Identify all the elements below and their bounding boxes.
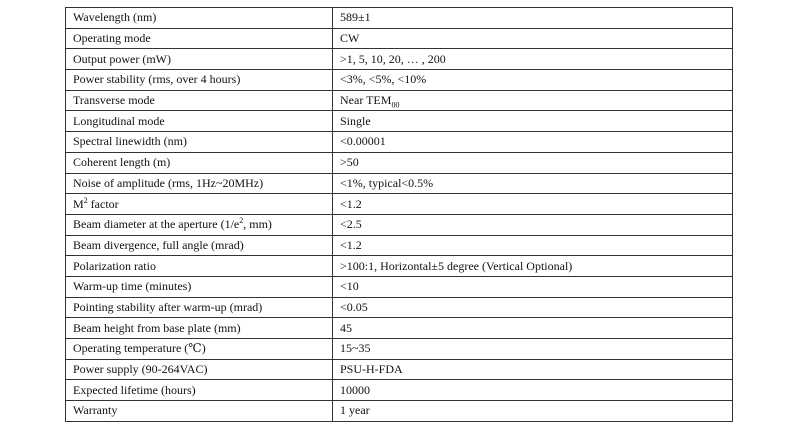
parameter-cell: Output power (mW) (66, 49, 333, 70)
value-cell: 10000 (333, 380, 733, 401)
parameter-cell: Polarization ratio (66, 256, 333, 277)
value-cell: 45 (333, 318, 733, 339)
parameter-cell: Beam height from base plate (mm) (66, 318, 333, 339)
parameter-cell: Spectral linewidth (nm) (66, 132, 333, 153)
table-row (66, 339, 733, 360)
param-rest-text: , mm) (243, 217, 272, 232)
specifications-table (65, 7, 733, 422)
parameter-cell: Transverse mode (66, 90, 333, 111)
value-cell: 1 year (333, 401, 733, 422)
table-row (66, 28, 733, 49)
value-cell: Single (333, 111, 733, 132)
table-row (66, 8, 733, 29)
parameter-cell: Beam divergence, full angle (mrad) (66, 235, 333, 256)
value-cell: <2.5 (333, 214, 733, 235)
table-row (66, 318, 733, 339)
parameter-cell: Operating mode (66, 28, 333, 49)
value-cell: <0.00001 (333, 132, 733, 153)
value-subscript: 00 (391, 100, 400, 110)
parameter-cell: Wavelength (nm) (66, 8, 333, 29)
param-rest-text: factor (87, 196, 119, 211)
table-row (66, 194, 733, 215)
parameter-cell (66, 214, 333, 235)
parameter-cell: Operating temperature (℃) (66, 339, 333, 360)
table-row (66, 132, 733, 153)
table-row (66, 297, 733, 318)
value-cell: >100:1, Horizontal±5 degree (Vertical Optional) (333, 256, 733, 277)
parameter-cell: Warm-up time (minutes) (66, 276, 333, 297)
parameter-cell: Noise of amplitude (rms, 1Hz~20MHz) (66, 173, 333, 194)
table-row (66, 152, 733, 173)
table-row (66, 276, 733, 297)
value-cell: 589±1 (333, 8, 733, 29)
table-row (66, 49, 733, 70)
parameter-cell: Expected lifetime (hours) (66, 380, 333, 401)
parameter-cell: Coherent length (m) (66, 152, 333, 173)
value-cell: <3%, <5%, <10% (333, 70, 733, 91)
table-row (66, 359, 733, 380)
table-row (66, 173, 733, 194)
value-cell: 15~35 (333, 339, 733, 360)
param-superscript: 2 (83, 195, 88, 205)
value-cell (333, 90, 733, 111)
table-row (66, 401, 733, 422)
param-main-text: M (73, 196, 84, 211)
value-cell: <1.2 (333, 194, 733, 215)
table-row (66, 90, 733, 111)
param-main-text: Beam diameter at the aperture (1/e (73, 217, 240, 232)
table-row (66, 214, 733, 235)
table-row (66, 380, 733, 401)
value-cell: >50 (333, 152, 733, 173)
value-cell: <10 (333, 276, 733, 297)
parameter-cell: Warranty (66, 401, 333, 422)
table-row (66, 70, 733, 91)
value-cell: PSU-H-FDA (333, 359, 733, 380)
value-cell: CW (333, 28, 733, 49)
parameter-cell: Pointing stability after warm-up (mrad) (66, 297, 333, 318)
value-cell: <1.2 (333, 235, 733, 256)
parameter-cell: Longitudinal mode (66, 111, 333, 132)
param-superscript: 2 (239, 216, 244, 226)
table-row (66, 235, 733, 256)
value-cell: <0.05 (333, 297, 733, 318)
parameter-cell (66, 194, 333, 215)
value-cell: <1%, typical<0.5% (333, 173, 733, 194)
table-row (66, 256, 733, 277)
parameter-cell: Power supply (90-264VAC) (66, 359, 333, 380)
value-main-text: Near TEM (340, 93, 392, 108)
value-cell: >1, 5, 10, 20, … , 200 (333, 49, 733, 70)
table-row (66, 111, 733, 132)
parameter-cell: Power stability (rms, over 4 hours) (66, 70, 333, 91)
